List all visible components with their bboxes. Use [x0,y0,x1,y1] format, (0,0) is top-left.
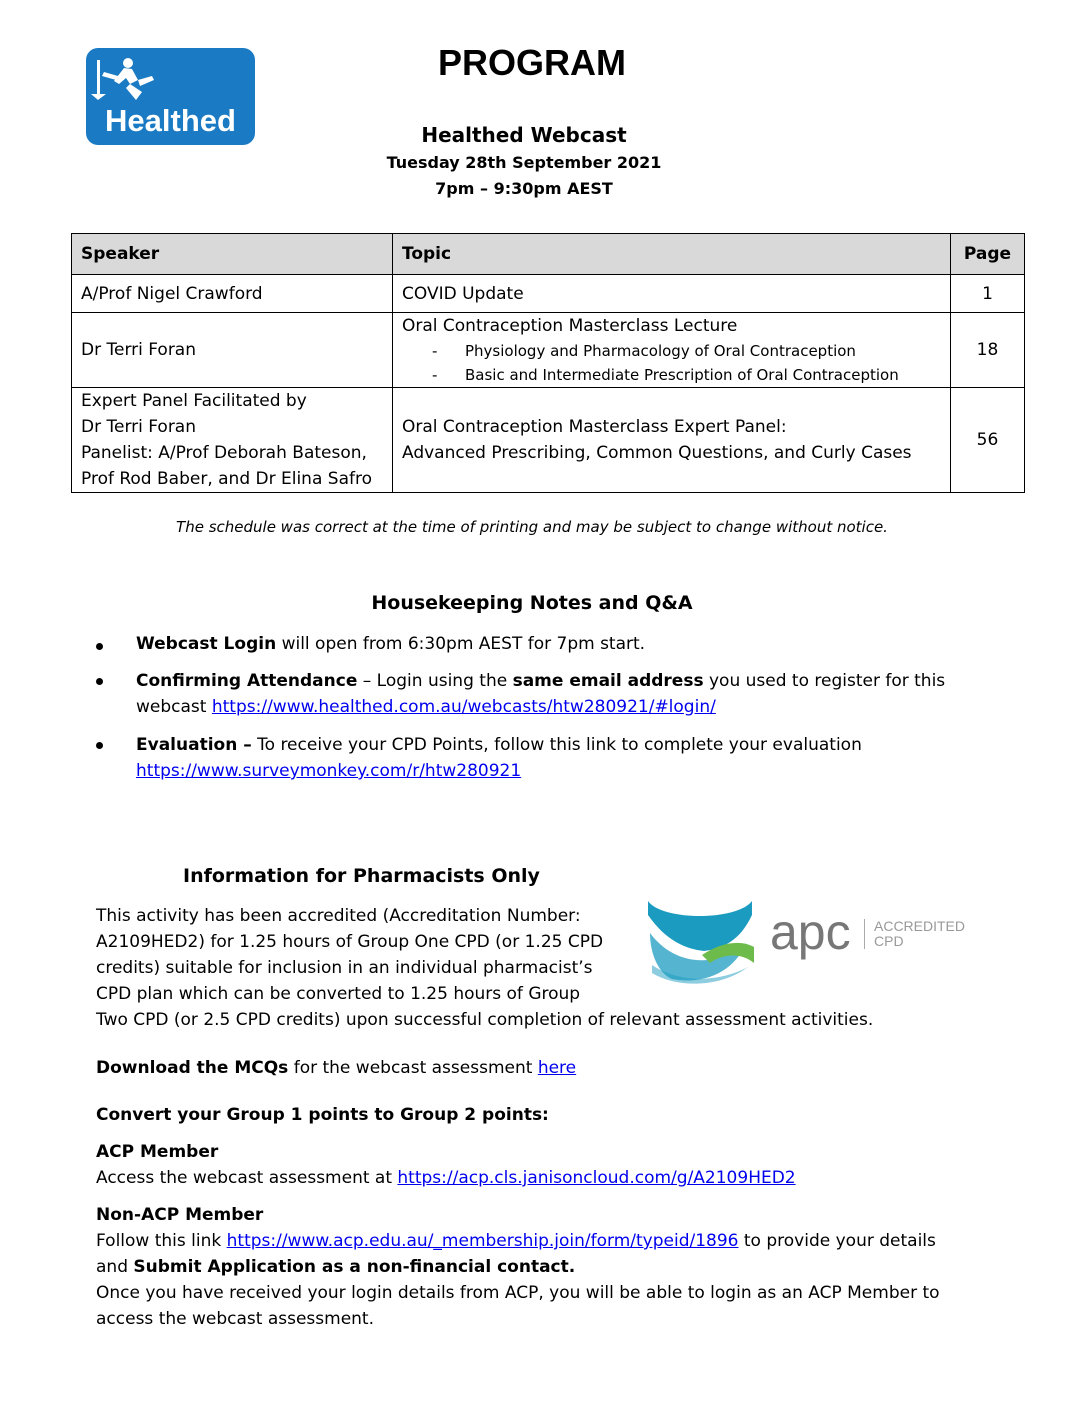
schedule-disclaimer: The schedule was correct at the time of printing and may be subject to change without notice. [176,518,888,536]
cell-speaker: Dr Terri Foran [72,313,393,388]
event-time: 7pm – 9:30pm AEST [435,179,613,198]
header-page: Page [951,234,1025,275]
bullet-icon [96,678,106,688]
download-here-link[interactable]: here [537,1058,577,1078]
non-acp-member-heading: Non-ACP Member [96,1205,264,1225]
table-header-row [72,234,1025,275]
pharmacists-heading: Information for Pharmacists Only [183,865,540,887]
acp-member-text: Access the webcast assessment at https://acp.cls.janisoncloud.com/g/A2109HED2 [96,1168,796,1188]
housekeeping-item-attendance: Confirming Attendance – Login using the same email address you used to register for this webcast https://www.healthed.com.au/webcasts/htw280921/#login/ [136,671,946,717]
event-date: Tuesday 28th September 2021 [386,153,662,172]
cell-speaker: A/Prof Nigel Crawford [72,275,393,313]
cell-topic: Oral Contraception Masterclass Expert Panel: Advanced Prescribing, Common Questions, and Curly Cases [393,388,951,493]
login-link[interactable]: https://www.healthed.com.au/webcasts/htw280921/#login/ [211,697,716,717]
convert-heading: Convert your Group 1 points to Group 2 points: [96,1105,549,1125]
table-row [72,275,1025,313]
table-row [72,388,1025,493]
download-mcqs-line: Download the MCQs for the webcast assessment here [96,1058,577,1078]
apc-subtext: ACCREDITED CPD [874,918,966,949]
cell-topic [393,313,951,388]
cell-page: 56 [951,388,1025,493]
subtopic-item: - Basic and Intermediate Prescription of Oral Contraception [432,366,899,384]
apc-accredited-logo [642,893,972,988]
housekeeping-item-login: Webcast Login will open from 6:30pm AEST for 7pm start. [136,634,646,654]
accreditation-text: This activity has been accredited (Accreditation Number: A2109HED2) for 1.25 hours of Group One CPD (or 1.25 CPD credits) suitable for inclusion in an individual pharmacist’s CPD plan which can be converted to 1.25 hours of Group Two CPD (or 2.5 CPD credits) upon successful completion of relevant assessment activities. [96,906,874,1030]
topic-title: Oral Contraception Masterclass Lecture [402,316,738,336]
table-row [72,313,1025,388]
housekeeping-item-evaluation: Evaluation – To receive your CPD Points, follow this link to complete your evaluation https://www.surveymonkey.com/r/htw280921 [136,735,862,781]
subtopic-item: - Physiology and Pharmacology of Oral Contraception [432,342,856,360]
housekeeping-heading: Housekeeping Notes and Q&A [371,592,693,614]
cell-page: 18 [951,313,1025,388]
acp-join-link[interactable]: https://www.acp.edu.au/_membership.join/form/typeid/1896 [226,1231,739,1251]
cell-page: 1 [951,275,1025,313]
acp-assessment-link[interactable]: https://acp.cls.janisoncloud.com/g/A2109HED2 [397,1168,796,1188]
program-table [71,233,1025,493]
apc-text: apc [770,904,851,960]
bullet-icon [96,643,106,653]
logo-text: Healthed [105,103,236,138]
bullet-icon [96,742,106,752]
page-title: PROGRAM [438,42,626,83]
cell-speaker: Expert Panel Facilitated by Dr Terri Foran Panelist: A/Prof Deborah Bateson, Prof Rod Baber, and Dr Elina Safro [72,388,393,493]
acp-member-heading: ACP Member [96,1142,219,1162]
apc-divider [864,919,865,949]
cell-topic: COVID Update [393,275,951,313]
header-topic: Topic [393,234,951,275]
header-speaker: Speaker [72,234,393,275]
evaluation-link[interactable]: https://www.surveymonkey.com/r/htw280921 [136,761,522,781]
event-name: Healthed Webcast [421,123,627,147]
non-acp-member-text: Follow this link https://www.acp.edu.au/_membership.join/form/typeid/1896 to provide your details and Submit Application as a non-financial contact. Once you have received your login details from ACP, you will be able to login as an ACP Member to access the webcast assessment. [96,1231,940,1329]
